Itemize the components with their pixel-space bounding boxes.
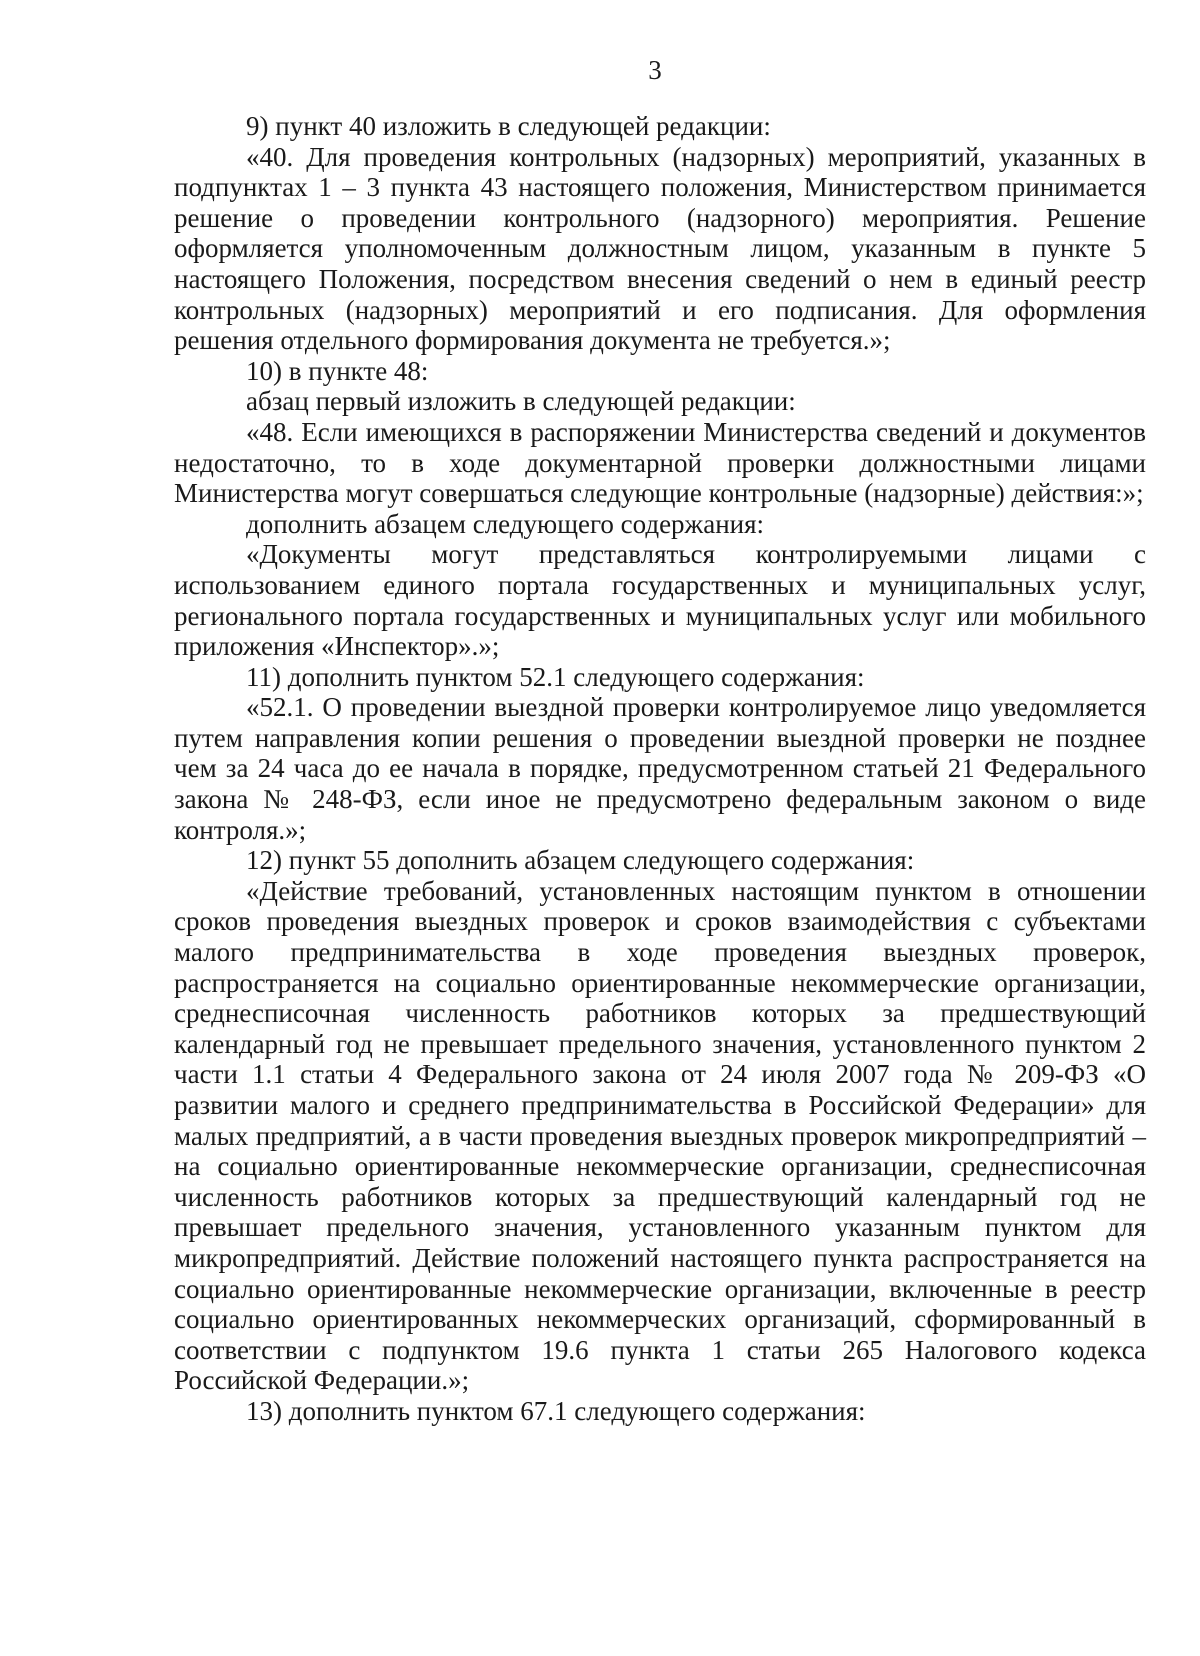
instruction-paragraph: абзац первый изложить в следующей редакции: — [246, 386, 796, 417]
list-item-10: 10) в пункте 48: — [246, 355, 429, 386]
quoted-clause-40: «40. Для проведения контрольных (надзорных) мероприятий, указанных в подпунктах 1 – 3 пункта 43 настоящего положения, Министерством принимается решение о проведении контрольного (надзорного) мероприятия. Решение оформляется уполномоченным должностным лицом, указанным в пункте 5 настоящего Положения, посредством внесения сведений о нем в единый реестр контрольных (надзорных) мероприятий и его подписания. Для оформления решения отдельного формирования документа не требуется.»; — [174, 141, 1146, 356]
page-number: 3 — [648, 55, 662, 85]
quoted-clause-52-1: «52.1. О проведении выездной проверки контролируемое лицо уведомляется путем направления копии решения о проведении выездной проверки не позднее чем за 24 часа до ее начала в порядке, предусмотренном статьей 21 Федерального закона № 248-ФЗ, если иное не предусмотрено федеральным законом о виде контроля.»; — [174, 692, 1146, 845]
quoted-documents-paragraph: «Документы могут представляться контролируемыми лицами с использованием единого портала государственных и муниципальных услуг, регионального портала государственных и муниципальных услуг или мобильного приложения «Инспектор».»; — [174, 539, 1146, 662]
list-item-12: 12) пункт 55 дополнить абзацем следующего содержания: — [246, 845, 915, 876]
list-item-9: 9) пункт 40 изложить в следующей редакции: — [246, 111, 771, 141]
quoted-clause-48: «48. Если имеющихся в распоряжении Министерства сведений и документов недостаточно, то в ходе документарной проверки должностными лицами Министерства могут совершаться следующие контрольные (надзорные) действия:»; — [174, 416, 1146, 509]
list-item-11: 11) дополнить пунктом 52.1 следующего содержания: — [246, 661, 865, 692]
document-body — [174, 111, 1146, 1427]
list-item-13: 13) дополнить пунктом 67.1 следующего содержания: — [246, 1395, 866, 1426]
instruction-paragraph: дополнить абзацем следующего содержания: — [246, 508, 765, 539]
quoted-requirements-paragraph: «Действие требований, установленных настоящим пунктом в отношении сроков проведения выездных проверок и сроков взаимодействия с субъектами малого предпринимательства в ходе проведения выездных проверок, распространяется на социально ориентированные некоммерческие организации, среднесписочная численность работников которых за предшествующий календарный год не превышает предельного значения, установленного пунктом 2 части 1.1 статьи 4 Федерального закона от 24 июля 2007 года № 209-ФЗ «О развитии малого и среднего предпринимательства в Российской Федерации» для малых предприятий, а в части проведения выездных проверок микропредприятий – на социально ориентированные некоммерческие организации, среднесписочная численность работников которых за предшествующий календарный год не превышает предельного значения, установленного указанным пунктом для микропредприятий. Действие положений настоящего пункта распространяется на социально ориентированные некоммерческие организации, включенные в реестр социально ориентированных некоммерческих организаций, сформированный в соответствии с подпунктом 19.6 пункта 1 статьи 265 Налогового кодекса Российской Федерации.»; — [174, 875, 1146, 1396]
